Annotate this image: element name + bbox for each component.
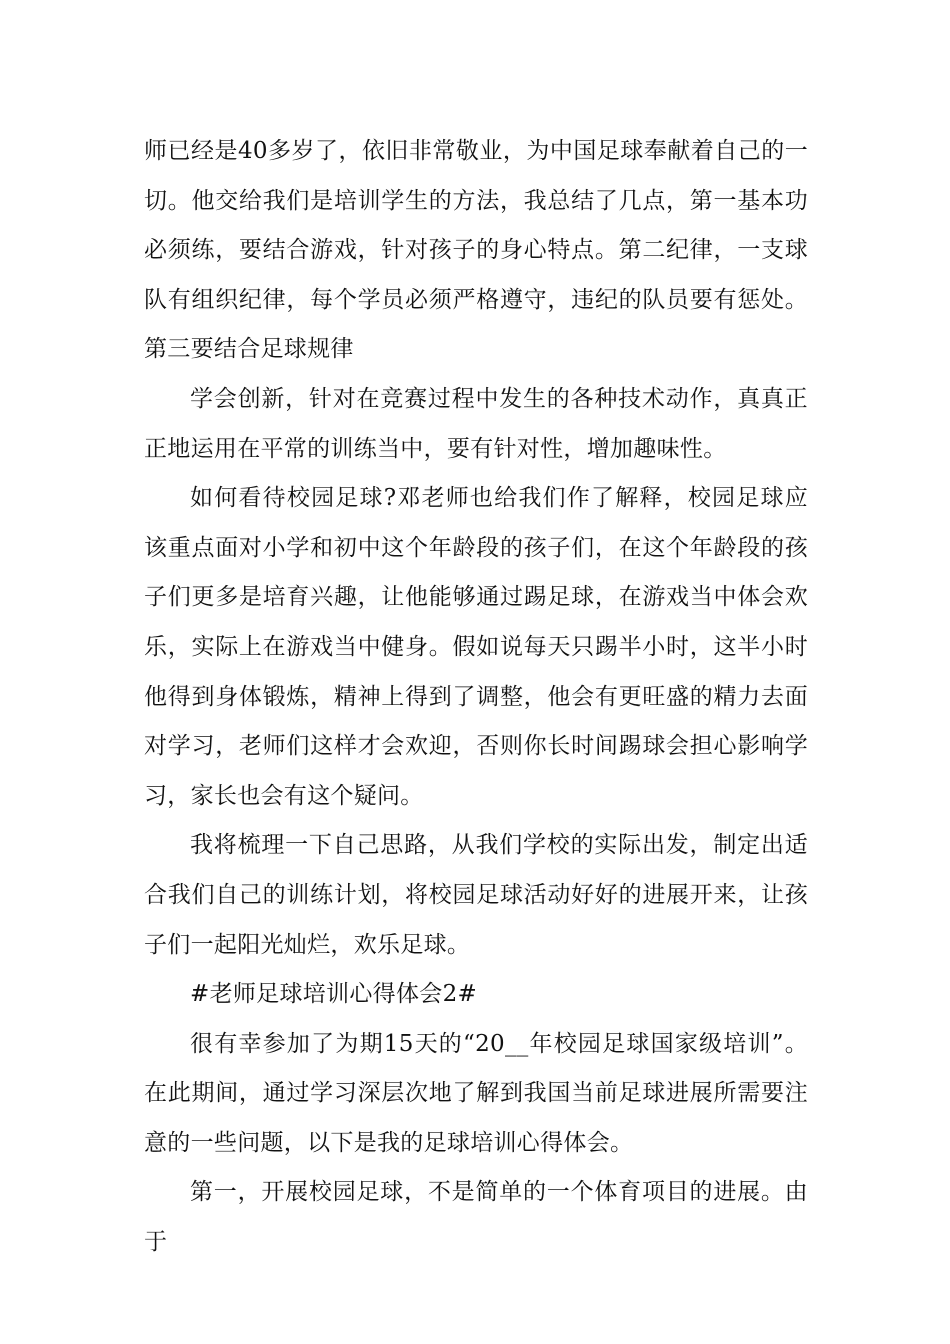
document-body (144, 127, 808, 1268)
paragraph-innovation: 学会创新，针对在竞赛过程中发生的各种技术动作，真真正正地运用在平常的训练当中，要有针对性，增加趣味性。 (144, 385, 808, 462)
paragraph-first-point: 第一，开展校园足球，不是简单的一个体育项目的进展。由于 (144, 1179, 808, 1256)
paragraph-training-intro: 很有幸参加了为期15天的“20__年校园足球国家级培训”。在此期间，通过学习深层次地了解到我国当前足球进展所需要注意的一些问题，以下是我的足球培训心得体会。 (144, 1030, 808, 1156)
section-heading: #老师足球培训心得体会2# (190, 981, 478, 1008)
paragraph-continuation: 师已经是40多岁了，依旧非常敬业，为中国足球奉献着自己的一切。他交给我们是培训学生的方法，我总结了几点，第一基本功必须练，要结合游戏，针对孩子的身心特点。第二纪律，一支球队有组织纪律，每个学员必须严格遵守，违纪的队员要有惩处。第三要结合足球规律 (144, 138, 808, 363)
paragraph-campus-football: 如何看待校园足球?邓老师也给我们作了解释，校园足球应该重点面对小学和初中这个年龄段的孩子们，在这个年龄段的孩子们更多是培育兴趣，让他能够通过踢足球，在游戏当中体会欢乐，实际上在游戏当中健身。假如说每天只踢半小时，这半小时他得到身体锻炼，精神上得到了调整，他会有更旺盛的精力去面对学习，老师们这样才会欢迎，否则你长时间踢球会担心影响学习，家长也会有这个疑问。 (144, 485, 808, 809)
paragraph-training-plan: 我将梳理一下自己思路，从我们学校的实际出发，制定出适合我们自己的训练计划，将校园足球活动好好的进展开来，让孩子们一起阳光灿烂，欢乐足球。 (144, 832, 808, 958)
